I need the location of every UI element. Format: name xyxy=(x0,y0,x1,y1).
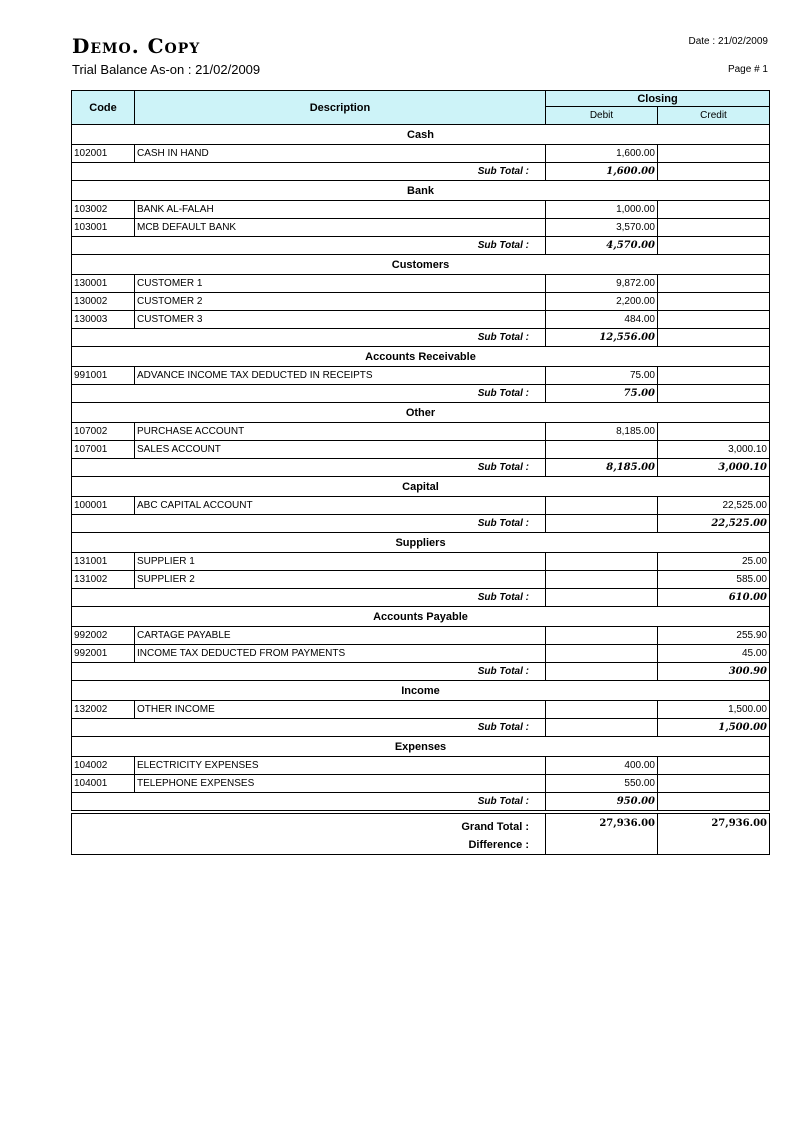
grand-total-row xyxy=(72,814,770,855)
credit-amount: 1,500.00 xyxy=(658,701,770,719)
account-code: 131001 xyxy=(72,553,135,571)
subtotal-label: Sub Total : xyxy=(72,459,546,477)
subtotal-row xyxy=(72,515,770,533)
subtotal-row xyxy=(72,163,770,181)
group-header-row xyxy=(72,403,770,423)
table-body xyxy=(72,125,770,855)
account-description: SUPPLIER 2 xyxy=(135,571,546,589)
debit-amount: 3,570.00 xyxy=(546,219,658,237)
subtotal-row xyxy=(72,663,770,681)
account-description: ELECTRICITY EXPENSES xyxy=(135,757,546,775)
account-code: 107002 xyxy=(72,423,135,441)
account-code: 992002 xyxy=(72,627,135,645)
table-row xyxy=(72,775,770,793)
group-name: Income xyxy=(72,681,770,701)
account-description: TELEPHONE EXPENSES xyxy=(135,775,546,793)
account-description: OTHER INCOME xyxy=(135,701,546,719)
credit-amount: 25.00 xyxy=(658,553,770,571)
account-description: MCB DEFAULT BANK xyxy=(135,219,546,237)
account-description: CUSTOMER 3 xyxy=(135,311,546,329)
subtotal-credit xyxy=(658,385,770,403)
subtotal-debit xyxy=(546,719,658,737)
account-code: 102001 xyxy=(72,145,135,163)
account-description: PURCHASE ACCOUNT xyxy=(135,423,546,441)
subtotal-debit xyxy=(546,589,658,607)
account-code: 132002 xyxy=(72,701,135,719)
credit-amount xyxy=(658,275,770,293)
header-credit: Credit xyxy=(658,107,770,125)
table-row xyxy=(72,219,770,237)
debit-amount: 484.00 xyxy=(546,311,658,329)
table-row xyxy=(72,441,770,459)
company-title: Demo. Copy xyxy=(72,34,201,58)
table-row xyxy=(72,553,770,571)
subtotal-credit: 3,000.10 xyxy=(658,459,770,477)
account-description: ABC CAPITAL ACCOUNT xyxy=(135,497,546,515)
subtotal-row xyxy=(72,237,770,255)
subtotal-label: Sub Total : xyxy=(72,663,546,681)
subtotal-debit: 75.00 xyxy=(546,385,658,403)
debit-amount xyxy=(546,627,658,645)
credit-amount xyxy=(658,145,770,163)
subtotal-label: Sub Total : xyxy=(72,237,546,255)
table-row xyxy=(72,757,770,775)
subtotal-label: Sub Total : xyxy=(72,515,546,533)
account-description: SUPPLIER 1 xyxy=(135,553,546,571)
account-description: CUSTOMER 2 xyxy=(135,293,546,311)
credit-amount xyxy=(658,367,770,385)
subtotal-credit: 610.00 xyxy=(658,589,770,607)
debit-amount: 550.00 xyxy=(546,775,658,793)
group-header-row xyxy=(72,533,770,553)
account-code: 130002 xyxy=(72,293,135,311)
credit-amount xyxy=(658,293,770,311)
subtotal-row xyxy=(72,385,770,403)
debit-amount xyxy=(546,441,658,459)
table-row xyxy=(72,701,770,719)
header-closing: Closing xyxy=(546,91,770,107)
group-name: Bank xyxy=(72,181,770,201)
account-description: BANK AL-FALAH xyxy=(135,201,546,219)
subtotal-debit: 950.00 xyxy=(546,793,658,811)
table-row xyxy=(72,497,770,515)
table-row xyxy=(72,201,770,219)
debit-amount xyxy=(546,645,658,663)
group-name: Capital xyxy=(72,477,770,497)
debit-amount xyxy=(546,571,658,589)
subtotal-credit xyxy=(658,163,770,181)
subtotal-label: Sub Total : xyxy=(72,329,546,347)
debit-amount: 9,872.00 xyxy=(546,275,658,293)
subtotal-debit: 12,556.00 xyxy=(546,329,658,347)
table-row xyxy=(72,645,770,663)
group-header-row xyxy=(72,477,770,497)
account-code: 107001 xyxy=(72,441,135,459)
account-description: SALES ACCOUNT xyxy=(135,441,546,459)
header-code: Code xyxy=(72,91,135,125)
grand-total-labels xyxy=(72,814,546,855)
group-header-row xyxy=(72,255,770,275)
grand-total-debit: 27,936.00 xyxy=(546,814,658,855)
group-header-row xyxy=(72,347,770,367)
debit-amount: 1,000.00 xyxy=(546,201,658,219)
group-header-row xyxy=(72,681,770,701)
credit-amount xyxy=(658,423,770,441)
group-name: Accounts Receivable xyxy=(72,347,770,367)
group-name: Customers xyxy=(72,255,770,275)
credit-amount xyxy=(658,775,770,793)
subtotal-row xyxy=(72,793,770,811)
group-name: Expenses xyxy=(72,737,770,757)
subtotal-debit: 8,185.00 xyxy=(546,459,658,477)
report-date: Date : 21/02/2009 xyxy=(688,36,768,47)
account-code: 130001 xyxy=(72,275,135,293)
credit-amount: 22,525.00 xyxy=(658,497,770,515)
account-code: 103002 xyxy=(72,201,135,219)
subtotal-row xyxy=(72,459,770,477)
difference-label: Difference : xyxy=(468,839,529,851)
table-row xyxy=(72,275,770,293)
debit-amount xyxy=(546,553,658,571)
header-debit: Debit xyxy=(546,107,658,125)
group-name: Cash xyxy=(72,125,770,145)
group-header-row xyxy=(72,737,770,757)
table-header xyxy=(72,91,770,125)
credit-amount xyxy=(658,201,770,219)
debit-amount: 8,185.00 xyxy=(546,423,658,441)
account-code: 991001 xyxy=(72,367,135,385)
credit-amount xyxy=(658,219,770,237)
account-description: CARTAGE PAYABLE xyxy=(135,627,546,645)
report-subtitle: Trial Balance As-on : 21/02/2009 xyxy=(72,62,261,77)
subtotal-debit: 1,600.00 xyxy=(546,163,658,181)
table-row xyxy=(72,293,770,311)
credit-amount: 585.00 xyxy=(658,571,770,589)
account-code: 992001 xyxy=(72,645,135,663)
account-code: 131002 xyxy=(72,571,135,589)
subtotal-label: Sub Total : xyxy=(72,385,546,403)
table-row xyxy=(72,311,770,329)
header-description: Description xyxy=(135,91,546,125)
group-name: Accounts Payable xyxy=(72,607,770,627)
table-row xyxy=(72,423,770,441)
grand-total-label: Grand Total : xyxy=(461,821,529,833)
group-header-row xyxy=(72,125,770,145)
debit-amount: 75.00 xyxy=(546,367,658,385)
subtotal-row xyxy=(72,589,770,607)
credit-amount xyxy=(658,757,770,775)
table-row xyxy=(72,571,770,589)
table-row xyxy=(72,145,770,163)
subtotal-credit xyxy=(658,793,770,811)
group-header-row xyxy=(72,607,770,627)
subtotal-debit: 4,570.00 xyxy=(546,237,658,255)
subtotal-credit: 22,525.00 xyxy=(658,515,770,533)
debit-amount xyxy=(546,497,658,515)
account-description: INCOME TAX DEDUCTED FROM PAYMENTS xyxy=(135,645,546,663)
grand-total-credit: 27,936.00 xyxy=(658,814,770,855)
account-code: 104001 xyxy=(72,775,135,793)
subtotal-credit: 300.90 xyxy=(658,663,770,681)
subtotal-credit xyxy=(658,237,770,255)
credit-amount: 45.00 xyxy=(658,645,770,663)
account-code: 104002 xyxy=(72,757,135,775)
account-code: 130003 xyxy=(72,311,135,329)
debit-amount: 1,600.00 xyxy=(546,145,658,163)
account-description: CUSTOMER 1 xyxy=(135,275,546,293)
page-number: Page # 1 xyxy=(727,64,768,75)
table-row xyxy=(72,627,770,645)
credit-amount xyxy=(658,311,770,329)
subtotal-credit xyxy=(658,329,770,347)
subtotal-label: Sub Total : xyxy=(72,719,546,737)
debit-amount: 400.00 xyxy=(546,757,658,775)
subtotal-debit xyxy=(546,663,658,681)
subtotal-label: Sub Total : xyxy=(72,589,546,607)
table-row xyxy=(72,367,770,385)
group-name: Other xyxy=(72,403,770,423)
subtotal-row xyxy=(72,719,770,737)
debit-amount: 2,200.00 xyxy=(546,293,658,311)
account-code: 100001 xyxy=(72,497,135,515)
group-name: Suppliers xyxy=(72,533,770,553)
debit-amount xyxy=(546,701,658,719)
subtotal-row xyxy=(72,329,770,347)
group-header-row xyxy=(72,181,770,201)
account-description: CASH IN HAND xyxy=(135,145,546,163)
subtotal-label: Sub Total : xyxy=(72,163,546,181)
trial-balance-table xyxy=(71,90,770,855)
account-description: ADVANCE INCOME TAX DEDUCTED IN RECEIPTS xyxy=(135,367,546,385)
credit-amount: 3,000.10 xyxy=(658,441,770,459)
subtotal-debit xyxy=(546,515,658,533)
subtotal-label: Sub Total : xyxy=(72,793,546,811)
credit-amount: 255.90 xyxy=(658,627,770,645)
account-code: 103001 xyxy=(72,219,135,237)
subtotal-credit: 1,500.00 xyxy=(658,719,770,737)
